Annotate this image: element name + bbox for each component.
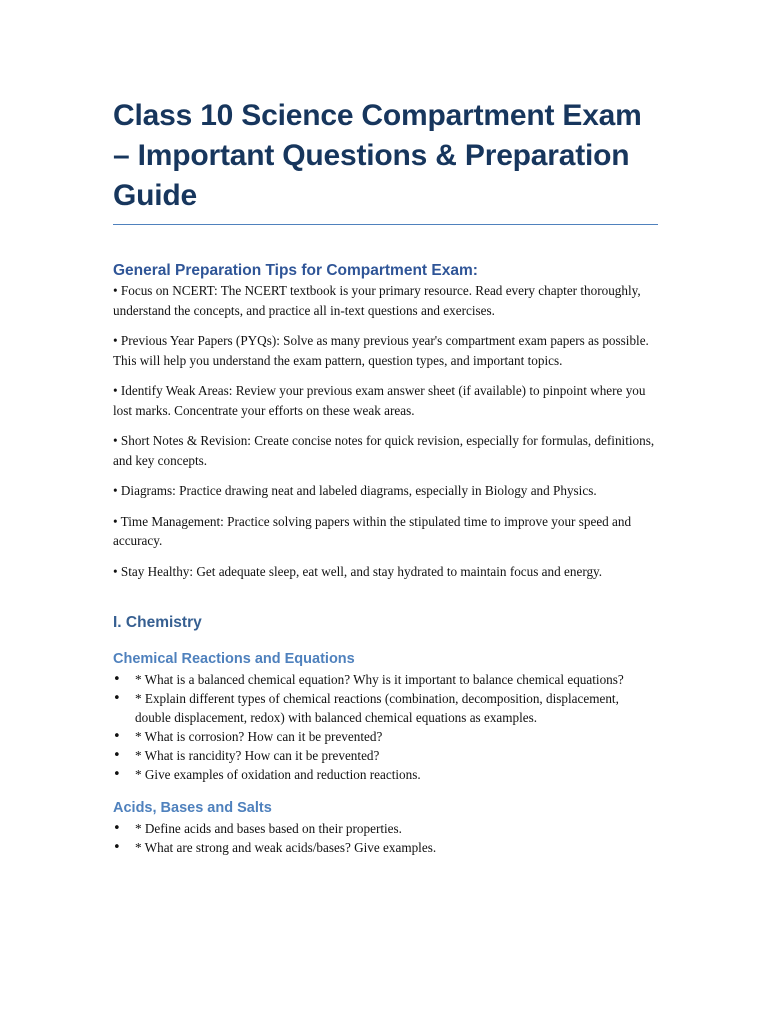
list-item	[113, 838, 658, 857]
question-text: * Give examples of oxidation and reduction reactions.	[135, 767, 421, 782]
question-text: * What are strong and weak acids/bases? Give examples.	[135, 840, 437, 855]
bullet-icon: •	[113, 672, 121, 687]
tip-paragraph: • Previous Year Papers (PYQs): Solve as many previous year's compartment exam papers as possible. This will help you understand the exam pattern, question types, and important topics.	[113, 333, 649, 368]
chemistry-section-heading: I. Chemistry	[113, 614, 202, 631]
document-body	[113, 96, 658, 857]
question-text: * What is corrosion? How can it be prevented?	[135, 729, 383, 744]
question-text: * Define acids and bases based on their properties.	[135, 821, 402, 836]
list-item	[113, 670, 658, 689]
bullet-icon: •	[113, 748, 121, 763]
list-item	[113, 689, 658, 727]
bullet-icon: •	[113, 729, 121, 744]
tips-heading: General Preparation Tips for Compartment Exam:	[113, 262, 478, 279]
tip-paragraph: • Diagrams: Practice drawing neat and labeled diagrams, especially in Biology and Physics.	[113, 483, 597, 498]
tip-paragraph: • Identify Weak Areas: Review your previous exam answer sheet (if available) to pinpoint where you lost marks. Concentrate your efforts on these weak areas.	[113, 383, 646, 418]
list-item	[113, 727, 658, 746]
question-text: * What is rancidity? How can it be prevented?	[135, 748, 380, 763]
bullet-icon: •	[113, 821, 121, 836]
tip-paragraph: • Short Notes & Revision: Create concise notes for quick revision, especially for formulas, definitions, and key concepts.	[113, 433, 655, 468]
bullet-icon: •	[113, 767, 121, 782]
tip-paragraph: • Time Management: Practice solving papers within the stipulated time to improve your speed and accuracy.	[113, 513, 632, 548]
list-item	[113, 746, 658, 765]
tips-list	[113, 281, 658, 581]
tip-paragraph: • Stay Healthy: Get adequate sleep, eat well, and stay hydrated to maintain focus and energy.	[113, 563, 603, 579]
topic-heading-chemical-reactions: Chemical Reactions and Equations	[113, 651, 355, 667]
question-text: * What is a balanced chemical equation? Why is it important to balance chemical equations?	[135, 672, 624, 687]
question-text: * Explain different types of chemical reactions (combination, decomposition, displacement, double displacement, redox) with balanced chemical equations as examples.	[135, 691, 619, 725]
list-item	[113, 819, 658, 838]
list-item	[113, 765, 658, 784]
tip-paragraph: • Focus on NCERT: The NCERT textbook is your primary resource. Read every chapter thoroughly, understand the concepts, and practice all in-text questions and exercises.	[113, 283, 641, 318]
bullet-icon: •	[113, 691, 121, 706]
topic-heading-acids-bases-salts: Acids, Bases and Salts	[113, 800, 272, 816]
bullet-icon: •	[113, 840, 121, 855]
question-list-acids-bases-salts	[113, 819, 658, 857]
question-list-chemical-reactions	[113, 670, 658, 784]
document-title: Class 10 Science Compartment Exam – Important Questions & Preparation Guide	[113, 96, 658, 225]
